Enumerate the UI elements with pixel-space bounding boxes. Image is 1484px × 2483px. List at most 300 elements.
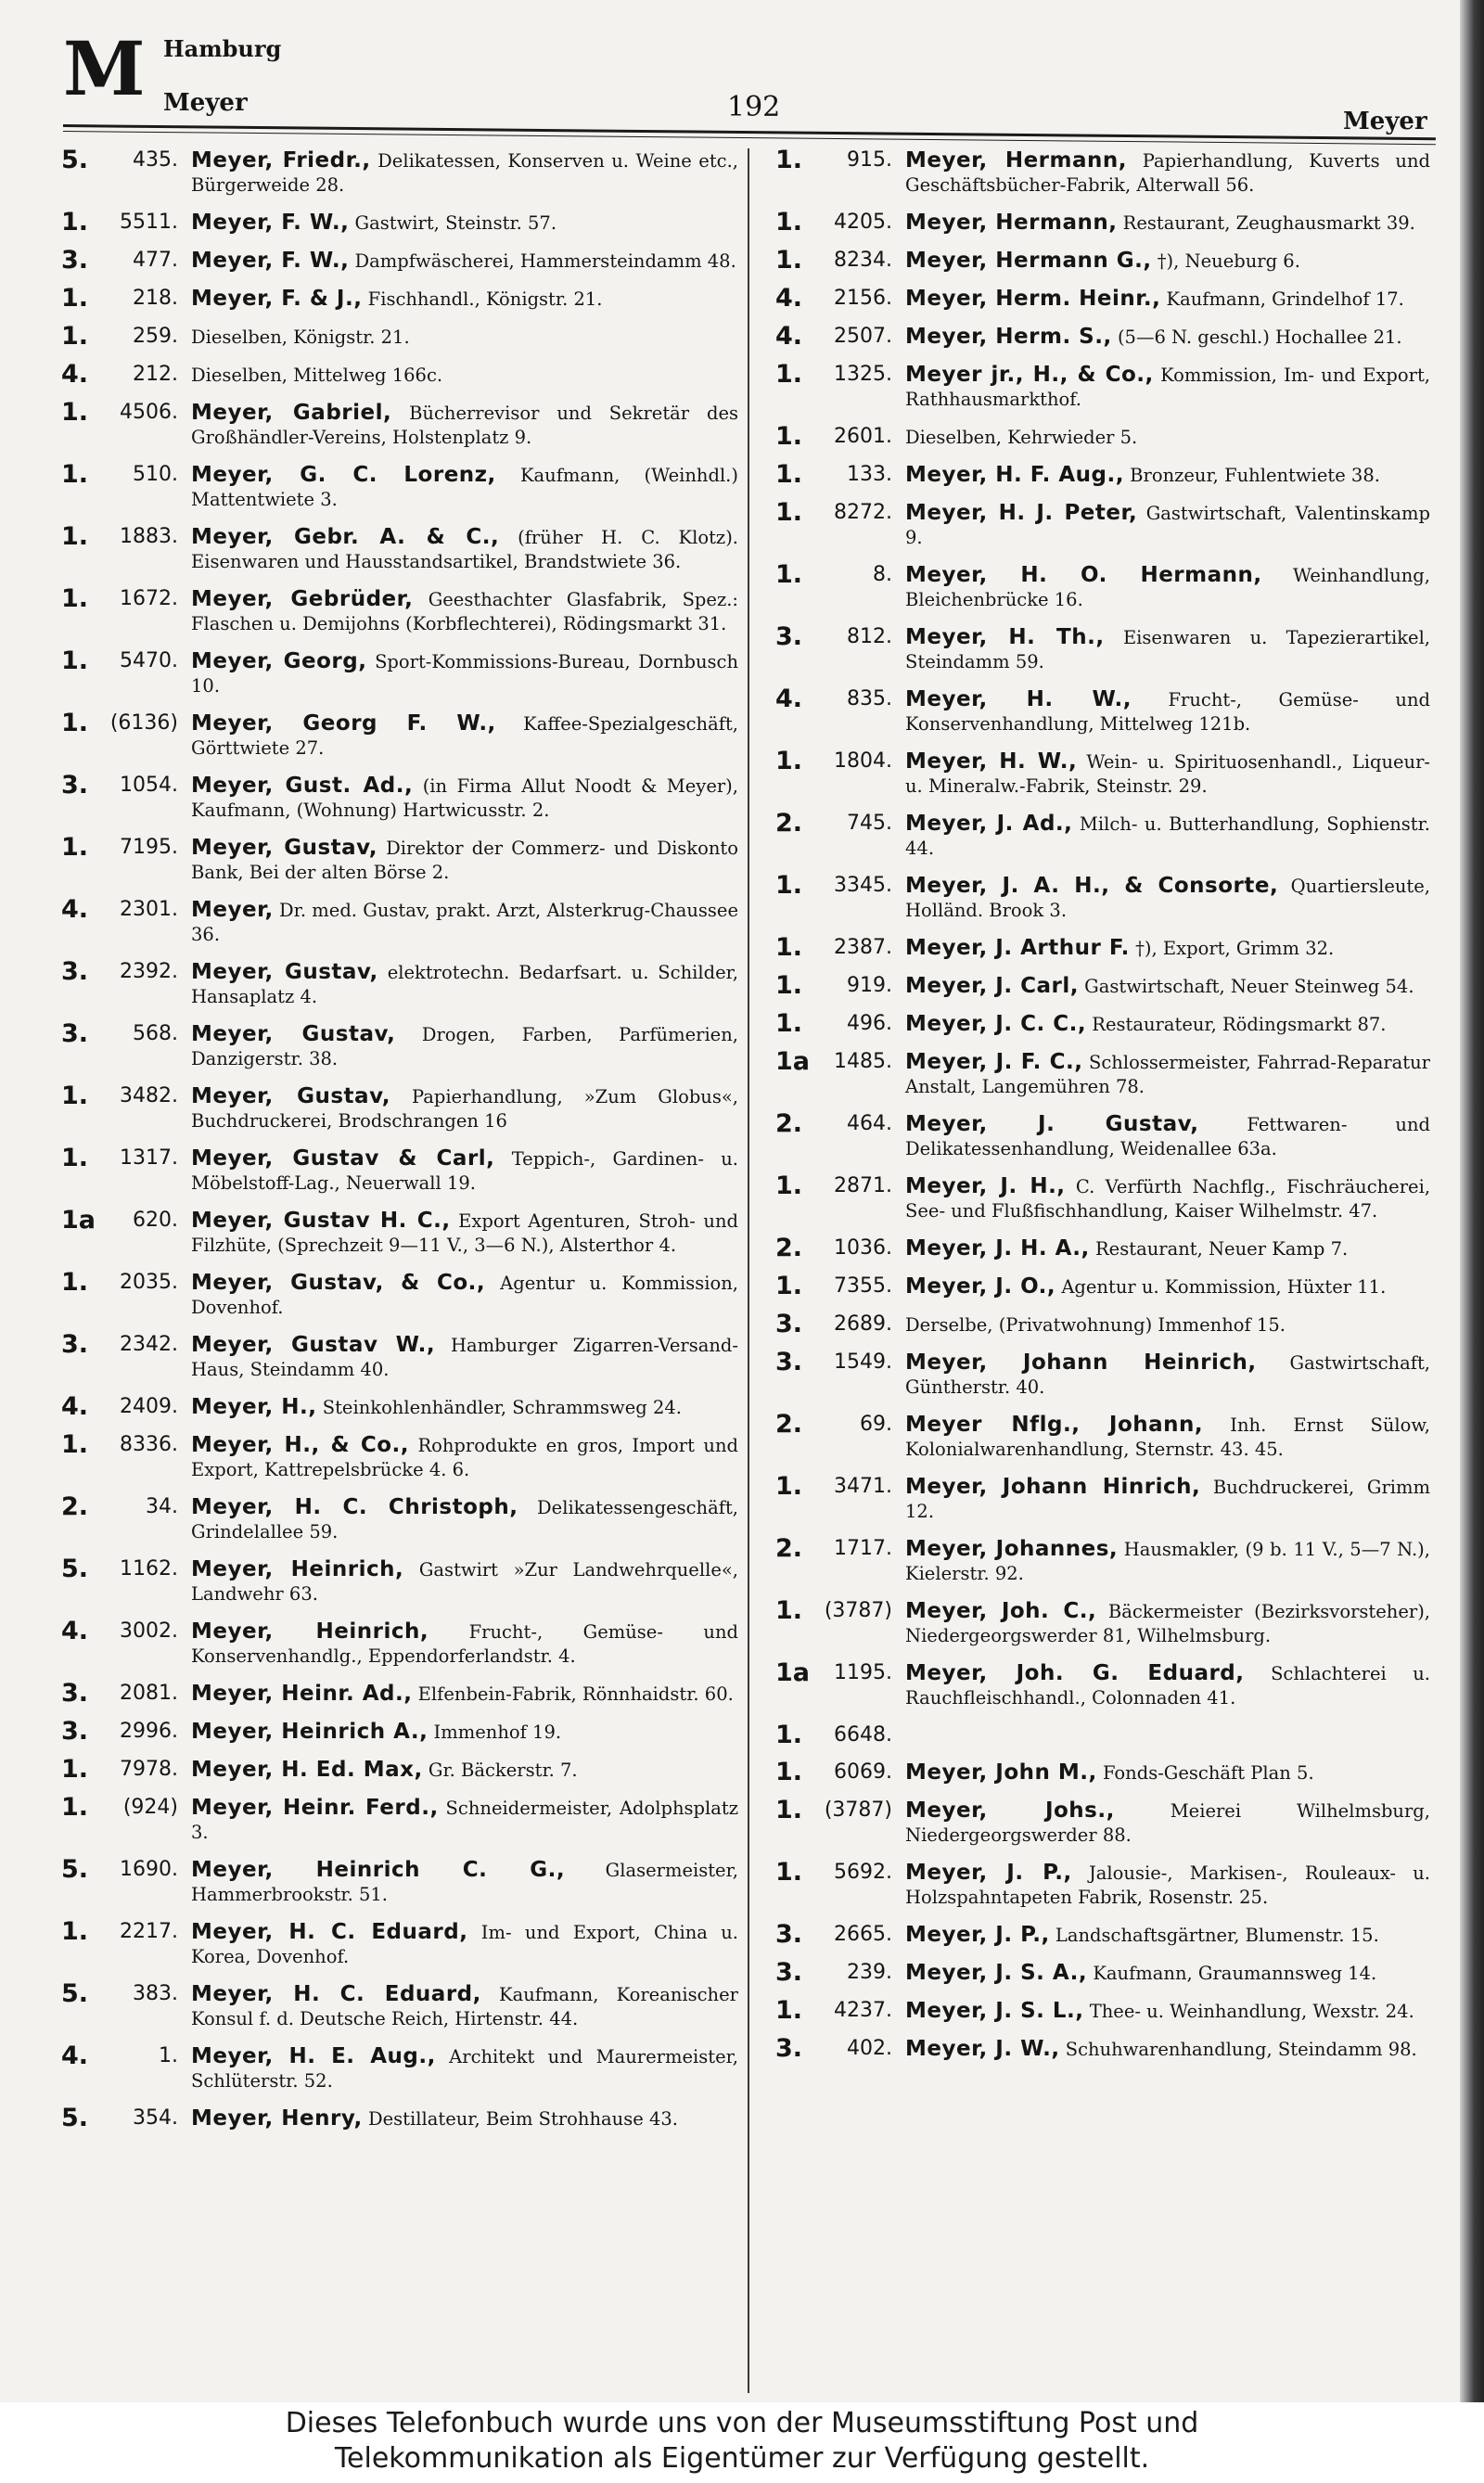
phone-number: 259. <box>133 325 178 348</box>
entry-text <box>898 287 1430 312</box>
phone-number: 745. <box>847 812 892 835</box>
entry-text <box>898 1999 1430 2024</box>
entry-number <box>775 208 898 237</box>
exchange-office: 1. <box>775 560 803 589</box>
entry-number <box>775 1760 898 1785</box>
entry-number <box>775 1312 898 1337</box>
directory-entry <box>775 1047 1430 1099</box>
subscriber-name: Meyer, H. F. Aug., <box>905 463 1124 487</box>
subscriber-name: Meyer, Henry, <box>191 2106 363 2131</box>
phone-number: 915. <box>847 148 892 172</box>
entry-text <box>184 1084 738 1133</box>
subscriber-details: Frucht-, Gemüse- und Konservenhandlung, Mittelweg 121b. <box>905 689 1430 735</box>
exchange-office: 1. <box>61 1755 89 1784</box>
phone-number: 1672. <box>120 587 178 610</box>
entry-number <box>775 1410 898 1439</box>
entry-text <box>898 563 1430 612</box>
footer-line-2: Telekommunikation als Eigentümer zur Verfügung gestellt. <box>334 2442 1150 2475</box>
subscriber-details: Schneidermeister, Adolphsplatz 3. <box>191 1798 738 1843</box>
subscriber-details: Fettwaren- und Delikatessenhandlung, Weidenallee 63a. <box>905 1114 1430 1159</box>
subscriber-details: Sport-Kommissions-Bureau, Dornbusch 10. <box>191 651 739 697</box>
directory-entry <box>775 284 1430 313</box>
entry-text <box>184 1433 738 1482</box>
exchange-office: 4. <box>775 322 803 351</box>
entry-text <box>184 1271 738 1320</box>
subscriber-name: Meyer, H. E. Aug., <box>191 2044 436 2068</box>
entry-text <box>184 1395 738 1420</box>
exchange-office: 1. <box>775 208 803 237</box>
entry-number <box>61 584 184 613</box>
entry-number <box>775 1350 898 1375</box>
entry-text <box>898 1661 1430 1710</box>
header-city: Hamburg <box>163 35 282 62</box>
entry-text <box>898 249 1430 274</box>
entry-text <box>898 425 1430 450</box>
directory-entry <box>61 1430 738 1482</box>
exchange-office: 4. <box>61 895 89 924</box>
exchange-office: 2. <box>775 809 803 838</box>
entry-number <box>61 957 184 986</box>
entry-text <box>184 525 738 574</box>
entry-number <box>775 246 898 275</box>
directory-entry <box>61 360 738 389</box>
directory-entry <box>61 771 738 823</box>
subscriber-name: Meyer, F. & J., <box>191 287 363 311</box>
directory-entry <box>775 208 1430 237</box>
entry-number <box>775 1723 898 1747</box>
entry-number <box>61 1330 184 1359</box>
entry-text <box>184 1557 738 1606</box>
phone-number: 1717. <box>834 1537 892 1560</box>
phone-number: 383. <box>133 1982 178 2005</box>
phone-number: 7195. <box>120 836 178 859</box>
subscriber-details: Agentur u. Kommission, Dovenhof. <box>191 1273 738 1318</box>
phone-number: 239. <box>847 1961 892 1984</box>
phone-number: 5511. <box>120 211 178 234</box>
entry-text <box>184 1022 738 1071</box>
phone-number: 6069. <box>834 1760 892 1784</box>
phone-number: 69. <box>860 1413 892 1436</box>
exchange-office: 1. <box>775 1758 803 1786</box>
exchange-office: 3. <box>61 1679 89 1708</box>
entry-number <box>61 1019 184 1048</box>
entry-text <box>898 1350 1430 1400</box>
directory-entry <box>61 246 738 275</box>
subscriber-name: Meyer, Hermann, <box>905 211 1118 235</box>
entry-text <box>898 463 1430 488</box>
subscriber-details: Gastwirtschaft, Valentinskamp 9. <box>905 503 1430 548</box>
directory-entry <box>775 1596 1430 1648</box>
subscriber-details: Gastwirt »Zur Landwehrquelle«, Landwehr 63. <box>191 1559 738 1605</box>
subscriber-name: Meyer, H. C. Eduard, <box>191 1920 468 1944</box>
directory-entry <box>61 1557 738 1606</box>
exchange-office: 4. <box>775 685 803 713</box>
exchange-office: 3. <box>61 957 89 986</box>
subscriber-name: Meyer, H. J. Peter, <box>905 501 1138 525</box>
right-column <box>775 148 1430 2075</box>
subscriber-details: Bäckermeister (Bezirksvorsteher), Niedergeorgswerder 81, Wilhelmsburg. <box>905 1601 1430 1646</box>
subscriber-name: Meyer, H. W., <box>905 687 1132 711</box>
entry-text <box>184 249 738 274</box>
entry-text <box>898 2037 1430 2062</box>
subscriber-details: Fischhandl., Königstr. 21. <box>367 288 603 310</box>
phone-number: 133. <box>847 463 892 486</box>
phone-number: 8234. <box>834 249 892 272</box>
subscriber-details: Frucht-, Gemüse- und Konservenhandlg., Eppendorferlandstr. 4. <box>191 1621 738 1667</box>
subscriber-details: Direktor der Commerz- und Diskonto Bank, Bei der alten Börse 2. <box>191 838 738 883</box>
subscriber-name: Meyer, J. Gustav, <box>905 1112 1199 1136</box>
phone-number: 5692. <box>834 1861 892 1884</box>
entry-number <box>61 1979 184 2008</box>
subscriber-name: Meyer, Gustav W., <box>191 1333 436 1357</box>
subscriber-name: Meyer, J. S. L., <box>905 1999 1084 2023</box>
subscriber-name: Meyer, H. Th., <box>905 625 1105 649</box>
directory-entry <box>775 809 1431 861</box>
entry-number <box>61 1557 184 1581</box>
subscriber-details: Gastwirt, Steinstr. 57. <box>354 212 557 234</box>
entry-number <box>61 1206 184 1235</box>
entry-text <box>898 1012 1430 1037</box>
directory-entry <box>775 1274 1430 1299</box>
subscriber-name: Meyer, J. H., <box>905 1174 1066 1198</box>
entry-number <box>61 460 184 489</box>
directory-entry <box>775 1109 1430 1161</box>
subscriber-name: Meyer, Gebr. A. & C., <box>191 525 500 549</box>
subscriber-details: Dieselben, Königstr. 21. <box>191 326 410 348</box>
phone-number: 3002. <box>120 1619 178 1643</box>
directory-entry <box>61 1619 738 1669</box>
subscriber-name: Meyer, Gustav & Carl, <box>191 1146 495 1171</box>
subscriber-name: Meyer, H. C. Eduard, <box>191 1982 481 2006</box>
subscriber-name: Meyer, Georg, <box>191 649 367 673</box>
directory-entry <box>775 360 1431 412</box>
exchange-office: 1. <box>775 1171 803 1200</box>
entry-text <box>898 211 1430 236</box>
directory-entry <box>61 1917 738 1969</box>
entry-number <box>61 1755 184 1784</box>
entry-number <box>775 971 898 1000</box>
entry-text <box>184 711 738 761</box>
exchange-office: 1. <box>775 1009 803 1038</box>
subscriber-details: Restaurant, Zeughausmarkt 39. <box>1122 212 1415 234</box>
phone-number: 1317. <box>120 1146 178 1170</box>
entry-number <box>61 1492 184 1521</box>
phone-number: 1195. <box>834 1661 892 1684</box>
subscriber-name: Meyer, Gustav, <box>191 1022 396 1046</box>
phone-number: 1485. <box>834 1050 892 1073</box>
subscriber-details: Drogen, Farben, Parfümerien, Danzigerstr. 38. <box>191 1024 738 1069</box>
subscriber-name: Meyer, F. W., <box>191 211 350 235</box>
subscriber-details: Hausmakler, (9 b. 11 V., 5—7 N.), Kielerstr. 92. <box>905 1539 1430 1584</box>
entry-number <box>61 1084 184 1108</box>
entry-number <box>775 560 898 589</box>
subscriber-details: Bücherrevisor und Sekretär des Großhändler-Vereins, Holstenplatz 9. <box>191 403 738 448</box>
directory-entry <box>61 1793 738 1845</box>
phone-number: 919. <box>847 974 892 997</box>
directory-entry <box>775 1350 1430 1400</box>
exchange-office: 1. <box>775 871 803 900</box>
subscriber-details: Kaffee-Spezialgeschäft, Görttwiete 27. <box>191 713 738 759</box>
directory-entry <box>61 1019 738 1071</box>
subscriber-name: Meyer, Hermann, <box>905 148 1127 173</box>
section-letter: M <box>63 25 146 112</box>
subscriber-details: Inh. Ernst Sülow, Kolonialwarenhandlung, Sternstr. 43. 45. <box>905 1414 1430 1460</box>
subscriber-name: Meyer, Heinr. Ad., <box>191 1682 413 1706</box>
exchange-office: 2. <box>775 1234 803 1262</box>
exchange-office: 1. <box>775 1272 803 1300</box>
entry-number <box>775 809 898 838</box>
phone-number: 2387. <box>834 936 892 959</box>
entry-number <box>61 771 184 800</box>
subscriber-details: †), Export, Grimm 32. <box>1135 938 1335 959</box>
phone-number: 2996. <box>120 1720 178 1743</box>
entry-text <box>184 1920 738 1969</box>
phone-number: (6136) <box>109 711 178 735</box>
exchange-office: 5. <box>61 146 89 174</box>
subscriber-details: (5—6 N. geschl.) Hochallee 21. <box>1117 326 1402 348</box>
page-number: 192 <box>727 91 781 123</box>
subscriber-name: Meyer jr., H., & Co., <box>905 363 1154 387</box>
directory-entry <box>61 1979 738 2031</box>
entry-text <box>184 774 738 823</box>
subscriber-details: (in Firma Allut Noodt & Meyer), Kaufmann, (Wohnung) Hartwicusstr. 2. <box>191 775 738 821</box>
entry-number <box>775 322 898 351</box>
entry-text <box>898 749 1430 799</box>
exchange-office: 1. <box>61 322 89 351</box>
exchange-office: 3. <box>775 1348 803 1376</box>
subscriber-name: Meyer, H., <box>191 1395 317 1419</box>
exchange-office: 1. <box>775 246 803 275</box>
subscriber-details: Gastwirtschaft, Güntherstr. 40. <box>905 1352 1430 1398</box>
subscriber-name: Meyer, Gust. Ad., <box>191 774 414 798</box>
directory-entry <box>775 1658 1431 1710</box>
directory-entry <box>61 2041 738 2093</box>
phone-number: 8272. <box>834 501 892 524</box>
entry-number <box>61 148 184 173</box>
entry-text <box>184 1146 738 1196</box>
entry-number <box>775 933 898 962</box>
directory-entry <box>61 460 738 512</box>
phone-number: 2035. <box>120 1271 178 1294</box>
entry-text <box>898 1923 1430 1948</box>
entry-number <box>775 1920 898 1949</box>
subscriber-name: Meyer, H. O. Hermann, <box>905 563 1262 587</box>
entry-text <box>898 325 1430 350</box>
entry-number <box>775 422 898 451</box>
subscriber-details: Buchdruckerei, Grimm 12. <box>905 1477 1430 1522</box>
subscriber-details: Kaufmann, Grindelhof 17. <box>1166 288 1404 310</box>
exchange-office: 5. <box>61 2104 89 2132</box>
subscriber-details: Glasermeister, Hammerbrookstr. 51. <box>191 1860 738 1905</box>
exchange-office: 1a <box>775 1047 811 1076</box>
subscriber-details: Milch- u. Butterhandlung, Sophienstr. 44. <box>905 813 1431 859</box>
subscriber-details: Schuhwarenhandlung, Steindamm 98. <box>1065 2039 1417 2060</box>
subscriber-details: Steinkohlenhändler, Schrammsweg 24. <box>322 1397 682 1418</box>
phone-number: 8. <box>873 563 892 586</box>
entry-text <box>898 936 1430 961</box>
entry-text <box>898 1236 1430 1261</box>
subscriber-name: Meyer, J. Ad., <box>905 812 1073 836</box>
entry-text <box>184 1495 738 1544</box>
phone-number: (3787) <box>824 1599 892 1622</box>
entry-text <box>184 960 738 1009</box>
phone-number: 2871. <box>834 1174 892 1197</box>
directory-entry <box>775 1009 1430 1038</box>
directory-entry <box>775 560 1430 612</box>
entry-text <box>898 625 1430 674</box>
subscriber-name: Meyer, John M., <box>905 1760 1097 1785</box>
directory-entry <box>775 246 1430 275</box>
directory-entry <box>61 1492 738 1544</box>
subscriber-details: †), Neueburg 6. <box>1157 250 1300 272</box>
exchange-office: 5. <box>61 1555 89 1583</box>
phone-number: 2156. <box>834 287 892 310</box>
entry-text <box>898 1274 1430 1299</box>
directory-entry <box>775 971 1430 1000</box>
directory-entry <box>775 1996 1430 2025</box>
entry-text <box>184 148 738 198</box>
directory-entry <box>61 208 738 237</box>
subscriber-name: Meyer, F. W., <box>191 249 350 273</box>
subscriber-details: Quartiersleute, Holländ. Brook 3. <box>905 876 1431 921</box>
entry-text <box>898 687 1430 736</box>
subscriber-name: Meyer, J. H. A., <box>905 1236 1090 1261</box>
exchange-office: 4. <box>61 2041 89 2070</box>
entry-text <box>898 1174 1430 1223</box>
directory-entry <box>61 1392 738 1421</box>
exchange-office: 1. <box>61 584 89 613</box>
entry-text <box>184 1982 738 2031</box>
directory-entry <box>775 1858 1431 1910</box>
column-divider <box>748 148 749 2393</box>
entry-text <box>184 2044 738 2093</box>
entry-text <box>184 836 738 885</box>
entry-number <box>775 1798 898 1823</box>
subscriber-name: Meyer, J. P., <box>905 1861 1072 1885</box>
exchange-office: 1. <box>775 498 803 527</box>
entry-number <box>61 2041 184 2070</box>
exchange-office: 1. <box>61 208 89 237</box>
directory-entry <box>61 646 739 698</box>
phone-number: 1883. <box>120 525 178 548</box>
exchange-office: 3. <box>61 1330 89 1359</box>
subscriber-details: Derselbe, (Privatwohnung) Immenhof 15. <box>905 1314 1286 1336</box>
exchange-office: 1. <box>61 284 89 313</box>
subscriber-details: Restaurateur, Rödingsmarkt 87. <box>1092 1014 1387 1035</box>
subscriber-details: Im- und Export, China u. Korea, Dovenhof. <box>191 1922 738 1967</box>
phone-number: 2081. <box>120 1682 178 1705</box>
exchange-office: 3. <box>61 246 89 275</box>
phone-number: (3787) <box>824 1798 892 1822</box>
entry-number <box>61 2106 184 2131</box>
exchange-office: 1. <box>61 709 89 737</box>
exchange-office: 1a <box>61 1206 96 1235</box>
exchange-office: 3. <box>775 1958 803 1987</box>
phone-number: 568. <box>133 1022 178 1045</box>
entry-text <box>184 363 738 388</box>
entry-number <box>61 1855 184 1884</box>
exchange-office: 3. <box>775 2034 803 2063</box>
exchange-office: 1. <box>775 1796 803 1824</box>
phone-number: 3345. <box>834 874 892 897</box>
subscriber-name: Meyer, Herm. Heinr., <box>905 287 1161 311</box>
entry-number <box>61 1268 184 1297</box>
subscriber-details: Fonds-Geschäft Plan 5. <box>1102 1762 1314 1784</box>
subscriber-details: Kaufmann, Graumannsweg 14. <box>1093 1963 1377 1984</box>
entry-number <box>61 711 184 736</box>
directory-entry <box>775 1410 1430 1462</box>
directory-entry <box>775 1760 1430 1785</box>
subscriber-details: Destillateur, Beim Strohhause 43. <box>368 2108 678 2130</box>
phone-number: 7978. <box>120 1758 178 1781</box>
entry-text <box>898 501 1430 550</box>
directory-entry <box>775 422 1430 451</box>
entry-number <box>775 1658 898 1687</box>
exchange-office: 1. <box>61 1430 89 1459</box>
subscriber-details: Bronzeur, Fuhlentwiete 38. <box>1130 465 1380 486</box>
phone-number: 2392. <box>120 960 178 983</box>
subscriber-name: Meyer Nflg., Johann, <box>905 1413 1204 1437</box>
subscriber-details: Gr. Bäckerstr. 7. <box>428 1760 578 1781</box>
directory-entry <box>775 1171 1431 1223</box>
entry-text <box>184 287 738 312</box>
exchange-office: 1. <box>775 747 803 775</box>
phone-number: 620. <box>133 1209 178 1232</box>
exchange-office: 1. <box>775 460 803 489</box>
subscriber-details: Restaurant, Neuer Kamp 7. <box>1095 1238 1349 1260</box>
entry-text <box>184 1858 738 1907</box>
phone-number: 477. <box>133 249 178 272</box>
entry-text <box>898 1798 1430 1848</box>
exchange-office: 1. <box>61 522 89 551</box>
entry-number <box>61 1392 184 1421</box>
subscriber-details: Delikatessengeschäft, Grindelallee 59. <box>191 1497 738 1542</box>
entry-text <box>898 1112 1430 1161</box>
subscriber-name: Meyer, Gebrüder, <box>191 587 414 611</box>
footer-line-1: Dieses Telefonbuch wurde uns von der Museumsstiftung Post und <box>285 2407 1199 2439</box>
directory-entry <box>775 498 1430 550</box>
entry-number <box>61 522 184 551</box>
subscriber-details: Wein- u. Spirituosenhandl., Liqueur- u. Mineralw.-Fabrik, Steinstr. 29. <box>905 751 1431 797</box>
directory-entry <box>61 1330 738 1382</box>
entry-text <box>898 1961 1430 1986</box>
subscriber-name: Meyer, Heinrich C. G., <box>191 1858 566 1882</box>
subscriber-details: Jalousie-, Markisen-, Rouleaux- u. Holzspahntapeten Fabrik, Rosenstr. 25. <box>905 1862 1431 1908</box>
exchange-office: 2. <box>61 1492 89 1521</box>
subscriber-details: Delikatessen, Konserven u. Weine etc., Bürgerweide 28. <box>191 150 739 196</box>
entry-number <box>61 398 184 427</box>
subscriber-details: Dieselben, Kehrwieder 5. <box>905 427 1138 448</box>
subscriber-name: Meyer, G. C. Lorenz, <box>191 463 496 487</box>
exchange-office: 1. <box>61 1082 89 1110</box>
phone-number: 2301. <box>120 898 178 921</box>
entry-text <box>898 148 1430 198</box>
subscriber-name: Meyer, Johannes, <box>905 1537 1119 1561</box>
exchange-office: 1. <box>61 1793 89 1822</box>
entry-number <box>775 284 898 313</box>
phone-number: 1036. <box>834 1236 892 1260</box>
entry-text <box>184 1720 738 1745</box>
subscriber-details: Hamburger Zigarren-Versand-Haus, Steindamm 40. <box>191 1335 738 1380</box>
directory-entry <box>775 1723 1430 1747</box>
subscriber-name: Meyer, Gabriel, <box>191 401 392 425</box>
entry-number <box>775 687 898 711</box>
directory-entry <box>61 148 738 198</box>
exchange-office: 1. <box>61 833 89 862</box>
entry-number <box>775 1596 898 1625</box>
entry-text <box>184 463 738 512</box>
subscriber-details: C. Verfürth Nachflg., Fischräucherei, See- und Flußfischhandlung, Kaiser Wilhelmstr. 47. <box>905 1176 1431 1222</box>
